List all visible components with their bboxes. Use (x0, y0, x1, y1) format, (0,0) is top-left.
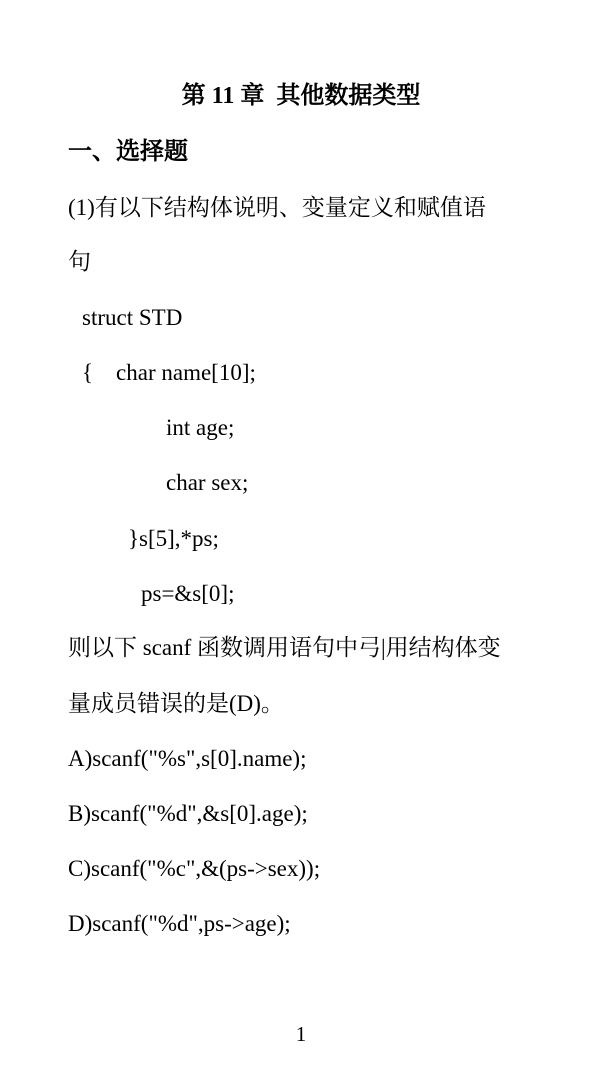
code-line-sex: char sex; (166, 470, 249, 495)
option-d: D)scanf("%d",ps->age); (68, 911, 291, 936)
question-prompt-line-2: 量成员错误的是(D)。 (68, 691, 284, 716)
question-stem-line-1: (1)有以下结构体说明、变量定义和赋值语 (68, 195, 486, 220)
question-stem-line-2: 句 (68, 249, 91, 274)
code-line-closing: }s[5],*ps; (128, 526, 219, 551)
chapter-title: 第 11 章 其他数据类型 (181, 83, 421, 109)
section-heading: 一、选择题 (68, 139, 188, 165)
code-line-name: { char name[10]; (82, 360, 256, 385)
option-b: B)scanf("%d",&s[0].age); (68, 801, 308, 826)
page-number: 1 (295, 1022, 307, 1046)
code-line-struct: struct STD (82, 305, 183, 330)
question-prompt-line-1: 则以下 scanf 函数调用语句中弓|用结构体变 (68, 635, 501, 660)
code-line-assign: ps=&s[0]; (141, 581, 235, 606)
code-line-age: int age; (166, 415, 235, 440)
option-a: A)scanf("%s",s[0].name); (68, 746, 307, 771)
option-c: C)scanf("%c",&(ps->sex)); (68, 856, 321, 881)
